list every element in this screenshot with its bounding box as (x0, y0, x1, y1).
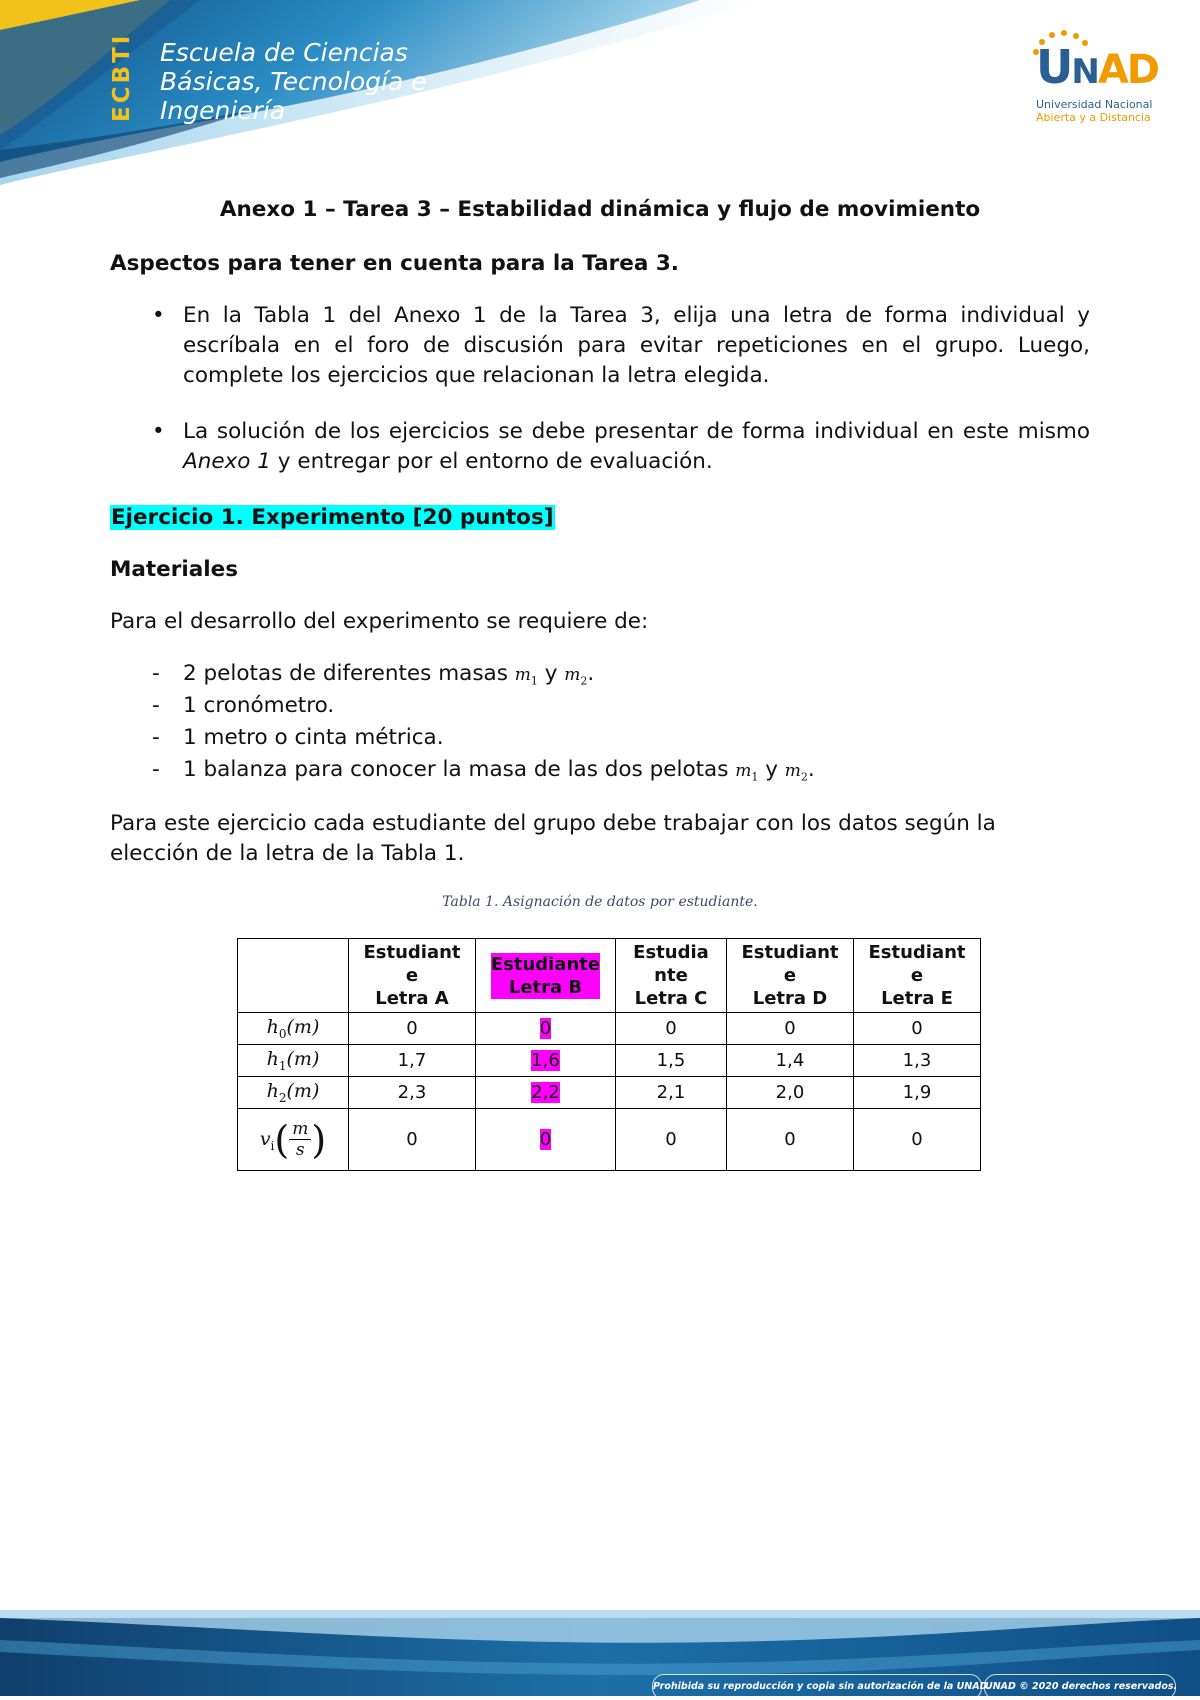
unad-subtitle-1: Universidad Nacional (1036, 98, 1153, 111)
school-name-line1: Escuela de Ciencias (160, 38, 408, 67)
materials-heading: Materiales (110, 557, 238, 582)
materials-list (110, 659, 1090, 787)
document-title: Anexo 1 – Tarea 3 – Estabilidad dinámica y flujo de movimiento (219, 197, 981, 222)
school-name-line3: Ingeniería (160, 96, 286, 125)
ecbti-label: ECBTI (109, 32, 135, 122)
table-header-row (238, 939, 981, 1013)
cell: 0 (476, 1013, 616, 1045)
cell: 0 (349, 1109, 476, 1171)
cell: 1,4 (727, 1045, 854, 1077)
document-body (110, 195, 1090, 935)
school-name-line2: Básicas, Tecnología e (160, 67, 427, 96)
list-item: - 1 cronómetro. (110, 691, 1090, 723)
unad-logo (1030, 30, 1162, 125)
cell: 1,6 (476, 1045, 616, 1077)
math-m1-m2: $m_1$ (514, 665, 538, 688)
row-label-h2: $h_2(m)$ (238, 1077, 349, 1109)
bullet-icon: • (152, 303, 165, 328)
header-letra-c: Estudia nte Letra C (616, 939, 727, 1013)
cell: 1,5 (616, 1045, 727, 1077)
unad-wordmark: UNAD (1036, 40, 1158, 94)
row-label-vi: $v_i$( $\frac{m}{s}$ ) (238, 1109, 349, 1171)
header-letra-d: Estudiant e Letra D (727, 939, 854, 1013)
cell: 1,3 (854, 1045, 981, 1077)
table-row (238, 1045, 981, 1077)
cell: 1,7 (349, 1045, 476, 1077)
cell: 0 (854, 1013, 981, 1045)
cell: 2,2 (476, 1077, 616, 1109)
dash-icon: - (152, 725, 160, 750)
corner-cell (238, 939, 349, 1013)
exercise-heading: Ejercicio 1. Experimento [20 puntos] (111, 505, 554, 530)
cell: 2,1 (616, 1077, 727, 1109)
cell: 0 (616, 1109, 727, 1171)
footer-copyright-note: Prohibida su reproducción y copia sin autorización de la UNAD. (652, 1674, 982, 1700)
table-row (238, 1013, 981, 1045)
list-item: • La solución de los ejercicios se debe presentar de forma individual en este mismo Anexo 1 y entregar por el entorno de evaluación. (152, 419, 1090, 474)
table-caption: Tabla 1. Asignación de datos por estudiante. (442, 894, 758, 910)
instruction-paragraph: Para este ejercicio cada estudiante del grupo debe trabajar con los datos según la elección de la letra de la Tabla 1. (110, 811, 996, 866)
data-table (237, 938, 981, 1171)
header-letra-e: Estudiant e Letra E (854, 939, 981, 1013)
unad-subtitle-2: Abierta y a Distancia (1036, 111, 1151, 124)
header-letra-a: Estudiant e Letra A (349, 939, 476, 1013)
table-row (238, 1077, 981, 1109)
row-label-h0: $h_0(m)$ (238, 1013, 349, 1045)
aspects-heading: Aspectos para tener en cuenta para la Tarea 3. (110, 251, 679, 276)
dash-icon: - (152, 693, 160, 718)
dash-icon: - (152, 661, 160, 686)
math-m1-m2: $m_1$ (735, 761, 759, 784)
cell: 0 (476, 1109, 616, 1171)
footer-rights-note: UNAD © 2020 derechos reservados. (984, 1674, 1176, 1700)
bullet-icon: • (152, 419, 165, 444)
table-row (238, 1109, 981, 1171)
cell: 2,3 (349, 1077, 476, 1109)
cell: 0 (349, 1013, 476, 1045)
cell: 0 (727, 1109, 854, 1171)
list-item: - 2 pelotas de diferentes masas $m_1$ y $m_2$. (152, 661, 595, 688)
dash-icon: - (152, 757, 160, 782)
cell: 1,9 (854, 1077, 981, 1109)
materials-intro: Para el desarrollo del experimento se requiere de: (110, 609, 649, 634)
cell: 2,0 (727, 1077, 854, 1109)
cell: 0 (854, 1109, 981, 1171)
school-name (160, 38, 460, 125)
list-item: - 1 metro o cinta métrica. (110, 723, 1090, 755)
aspects-list (110, 301, 1090, 477)
row-label-h1: $h_1(m)$ (238, 1045, 349, 1077)
header-letra-b: Estudiante Letra B (476, 939, 616, 1013)
cell: 0 (616, 1013, 727, 1045)
cell: 0 (727, 1013, 854, 1045)
list-item: - 1 balanza para conocer la masa de las dos pelotas $m_1$ y $m_2$. (152, 757, 815, 784)
list-item: • En la Tabla 1 del Anexo 1 de la Tarea 3, elija una letra de forma individual y escríbala en el foro de discusión para evitar repeticiones en el grupo. Luego, complete los ejercicios que relacionan la letra elegida. (152, 303, 1090, 388)
